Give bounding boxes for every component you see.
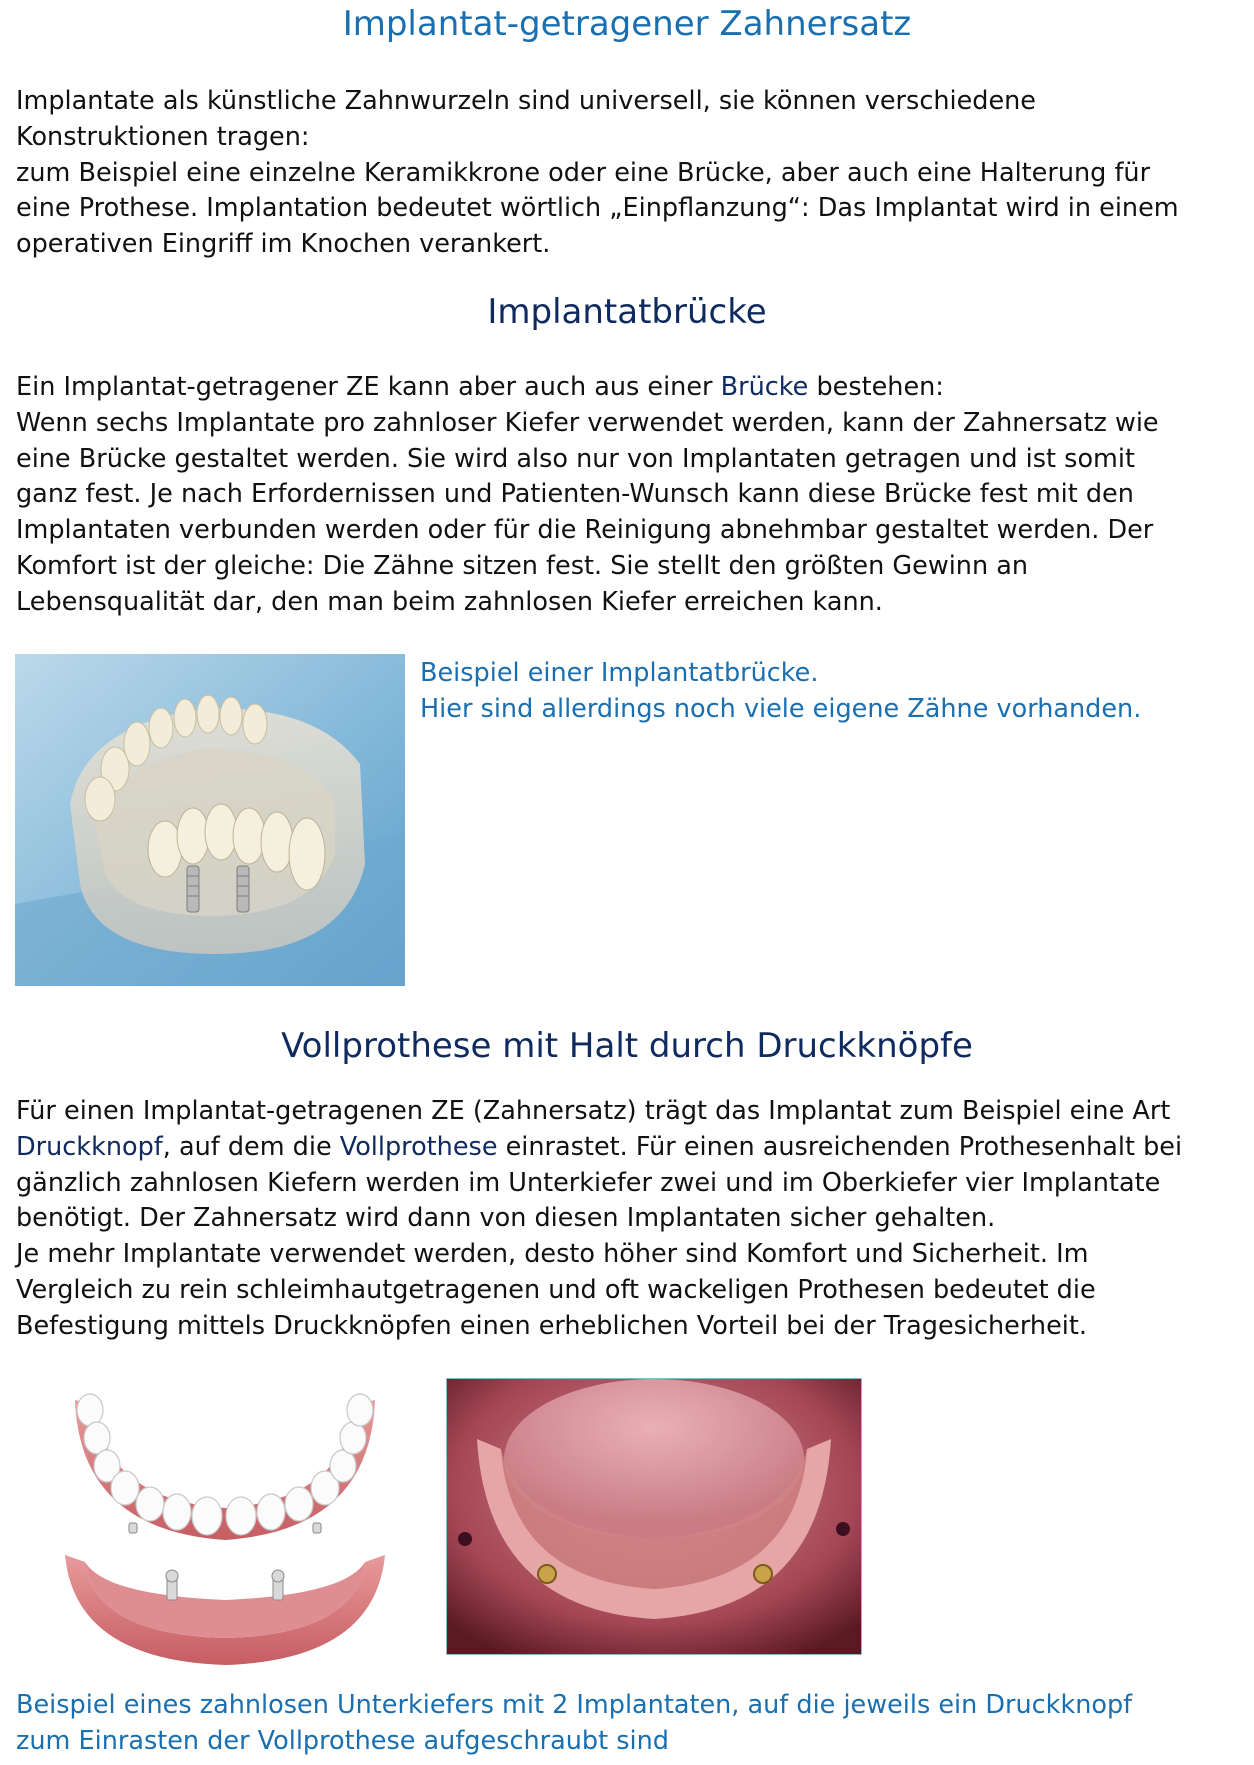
text-line: Befestigung mittels Druckknöpfen einen erheblichen Vorteil bei der Tragesicherheit.: [16, 1310, 1087, 1341]
text-line: Wenn sechs Implantate pro zahnloser Kiefer verwendet werden, kann der Zahnersatz wie: [16, 407, 1159, 438]
text-line: Für einen Implantat-getragenen ZE (Zahnersatz) trägt das Implantat zum Beispiel eine Art: [16, 1096, 1171, 1126]
bridge-photo: [15, 654, 405, 986]
druckknopf-link[interactable]: Druckknopf: [16, 1131, 163, 1162]
text-line: [16, 1130, 1244, 1166]
text-line: Implantaten verbunden werden oder für die Reinigung abnehmbar gestaltet werden. Der: [16, 515, 1154, 546]
caption-line: Hier sind allerdings noch viele eigene Zähne vorhanden.: [420, 693, 1142, 724]
text-line: Konstruktionen tragen:: [16, 121, 310, 152]
text-line: [16, 370, 1244, 406]
text-segment: , auf dem die: [162, 1131, 340, 1162]
text-segment: Ein Implantat-getragener ZE kann aber auch aus einer: [16, 372, 721, 402]
bridge-caption: [420, 656, 1220, 728]
text-segment: einrastet. Für einen ausreichenden Prothesenhalt bei: [497, 1131, 1183, 1162]
text-line: ganz fest. Je nach Erfordernissen und Patienten-Wunsch kann diese Brücke fest mit den: [16, 479, 1134, 510]
vollprothese-link[interactable]: Vollprothese: [339, 1131, 498, 1162]
intro-paragraph: [16, 84, 1244, 263]
text-line: Implantate als künstliche Zahnwurzeln sind universell, sie können verschiedene: [16, 86, 1036, 116]
text-line: eine Brücke gestaltet werden. Sie wird also nur von Implantaten getragen und ist somit: [16, 443, 1135, 474]
text-line: Komfort ist der gleiche: Die Zähne sitzen fest. Sie stellt den größten Gewinn an: [16, 550, 1028, 581]
caption-line: Beispiel einer Implantatbrücke.: [420, 658, 819, 688]
denture-caption: [16, 1688, 1244, 1760]
text-segment: bestehen:: [808, 372, 944, 402]
section-heading-implantatbruecke: Implantatbrücke: [487, 292, 767, 332]
caption-line: Beispiel eines zahnlosen Unterkiefers mit 2 Implantaten, auf die jeweils ein Druckknopf: [16, 1690, 1133, 1720]
jaw-photo: [446, 1378, 862, 1655]
text-line: benötigt. Der Zahnersatz wird dann von diesen Implantaten sicher gehalten.: [16, 1203, 996, 1234]
caption-line: zum Einrasten der Vollprothese aufgeschraubt sind: [16, 1725, 669, 1756]
page-title: Implantat-getragener Zahnersatz: [342, 4, 912, 44]
section-heading-vollprothese: Vollprothese mit Halt durch Druckknöpfe: [281, 1026, 973, 1066]
text-line: operativen Eingriff im Knochen verankert.: [16, 229, 551, 260]
denture-illustration: [55, 1380, 395, 1670]
text-line: eine Prothese. Implantation bedeutet wörtlich „Einpflanzung“: Das Implantat wird in einem: [16, 193, 1179, 224]
bridge-paragraph: [16, 370, 1244, 621]
denture-paragraph: [16, 1094, 1244, 1345]
text-line: Lebensqualität dar, den man beim zahnlosen Kiefer erreichen kann.: [16, 586, 883, 617]
bruecke-link[interactable]: Brücke: [720, 372, 809, 402]
text-line: Vergleich zu rein schleimhautgetragenen und oft wackeligen Prothesen bedeutet die: [16, 1274, 1096, 1305]
text-line: zum Beispiel eine einzelne Keramikkrone oder eine Brücke, aber auch eine Halterung für: [16, 157, 1151, 188]
text-line: Je mehr Implantate verwendet werden, desto höher sind Komfort und Sicherheit. Im: [16, 1239, 1089, 1270]
text-line: gänzlich zahnlosen Kiefern werden im Unterkiefer zwei und im Oberkiefer vier Implantate: [16, 1167, 1161, 1198]
